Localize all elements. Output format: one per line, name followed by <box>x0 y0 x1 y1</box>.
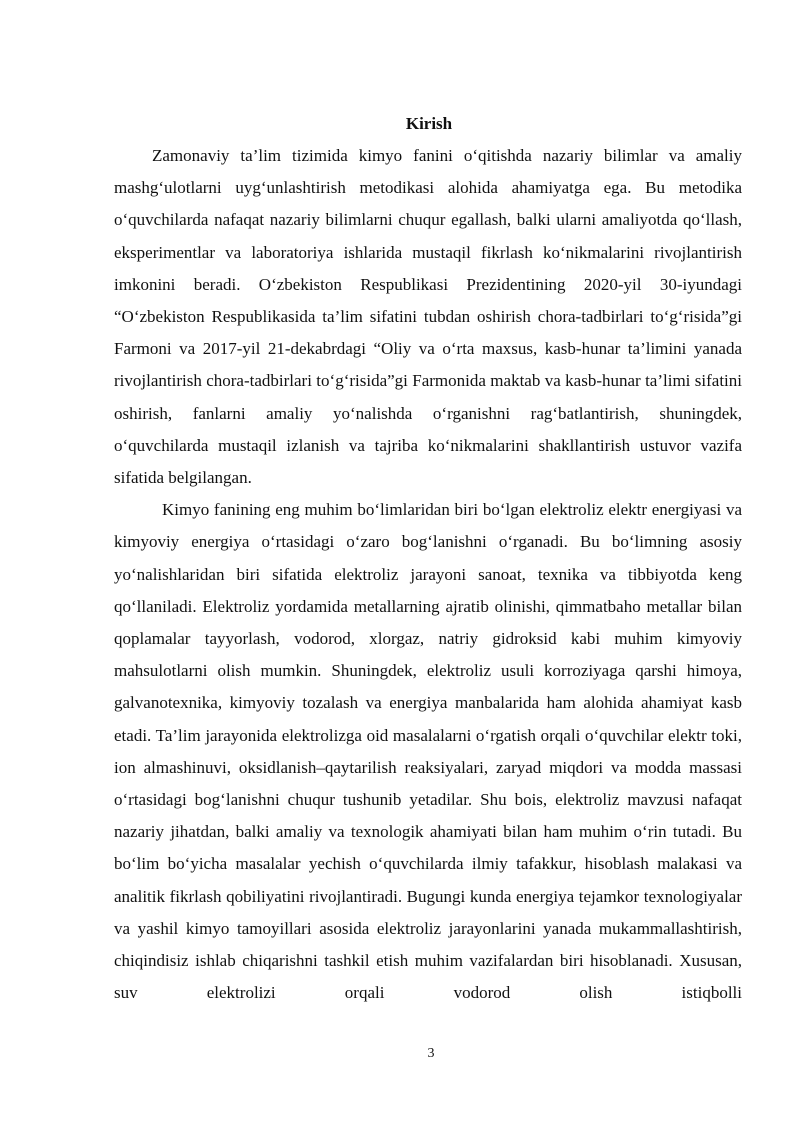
page-content <box>114 108 742 1009</box>
paragraph-electrolysis: Kimyo fanining eng muhim bo‘limlaridan biri bo‘lgan elektroliz elektr energiyasi va kimyoviy energiya o‘rtasidagi o‘zaro bog‘lanishni o‘rganadi. Bu bo‘limning asosiy yo‘nalishlaridan biri sifatida elektroliz jarayoni sanoat, texnika va tibbiyotda keng qo‘llaniladi. Elektroliz yordamida metallarning ajratib olinishi, qimmatbaho metallar bilan qoplamalar tayyorlash, vodorod, xlorgaz, natriy gidroksid kabi muhim kimyoviy mahsulotlarni olish mumkin. Shuningdek, elektroliz usuli korroziyaga qarshi himoya, galvanotexnika, kimyoviy tozalash va energiya manbalarida ham alohida ahamiyat kasb etadi. Ta’lim jarayonida elektrolizga oid masalalarni o‘rgatish orqali o‘quvchilar elektr toki, ion almashinuvi, oksidlanish–qaytarilish reaksiyalari, zaryad miqdori va modda massasi o‘rtasidagi bog‘lanishni chuqur tushunib yetadilar. Shu bois, elektroliz mavzusi nafaqat nazariy jihatdan, balki amaliy va texnologik ahamiyati bilan ham muhim o‘rin tutadi. Bu bo‘lim bo‘yicha masalalar yechish o‘quvchilarda ilmiy tafakkur, hisoblash malakasi va analitik fikrlash qobiliyatini rivojlantiradi. Bugungi kunda energiya tejamkor texnologiyalar va yashil kimyo tamoyillari asosida elektroliz jarayonlarini yanada mukammallashtirish, chiqindisiz ishlab chiqarishni tashkil etish muhim vazifalardan biri hisoblanadi. Xususan, suv elektrolizi orqali vodorod olish istiqbolli <box>114 500 742 1003</box>
page-number: 3 <box>427 1046 435 1061</box>
section-title: Kirish <box>405 114 453 133</box>
paragraph-intro: Zamonaviy ta’lim tizimida kimyo fanini o‘qitishda nazariy bilimlar va amaliy mashg‘ulotlarni uyg‘unlashtirish metodikasi alohida ahamiyatga ega. Bu metodika o‘quvchilarda nafaqat nazariy bilimlarni chuqur egallash, balki ularni amaliyotda qo‘llash, eksperimentlar va laboratoriya ishlarida mustaqil fikrlash ko‘nikmalarini rivojlantirish imkonini beradi. O‘zbekiston Respublikasi Prezidentining 2020-yil 30-iyundagi “O‘zbekiston Respublikasida ta’lim sifatini tubdan oshirish chora-tadbirlari to‘g‘risida”gi Farmoni va 2017-yil 21-dekabrdagi “Oliy va o‘rta maxsus, kasb-hunar ta’limini yanada rivojlantirish chora-tadbirlari to‘g‘risida”gi Farmonida maktab va kasb-hunar ta’limi sifatini oshirish, fanlarni amaliy yo‘nalishda o‘rganishni rag‘batlantirish, shuningdek, o‘quvchilarda mustaqil izlanish va tajriba ko‘nikmalarini shakllantirish ustuvor vazifa sifatida belgilangan. <box>114 146 742 488</box>
